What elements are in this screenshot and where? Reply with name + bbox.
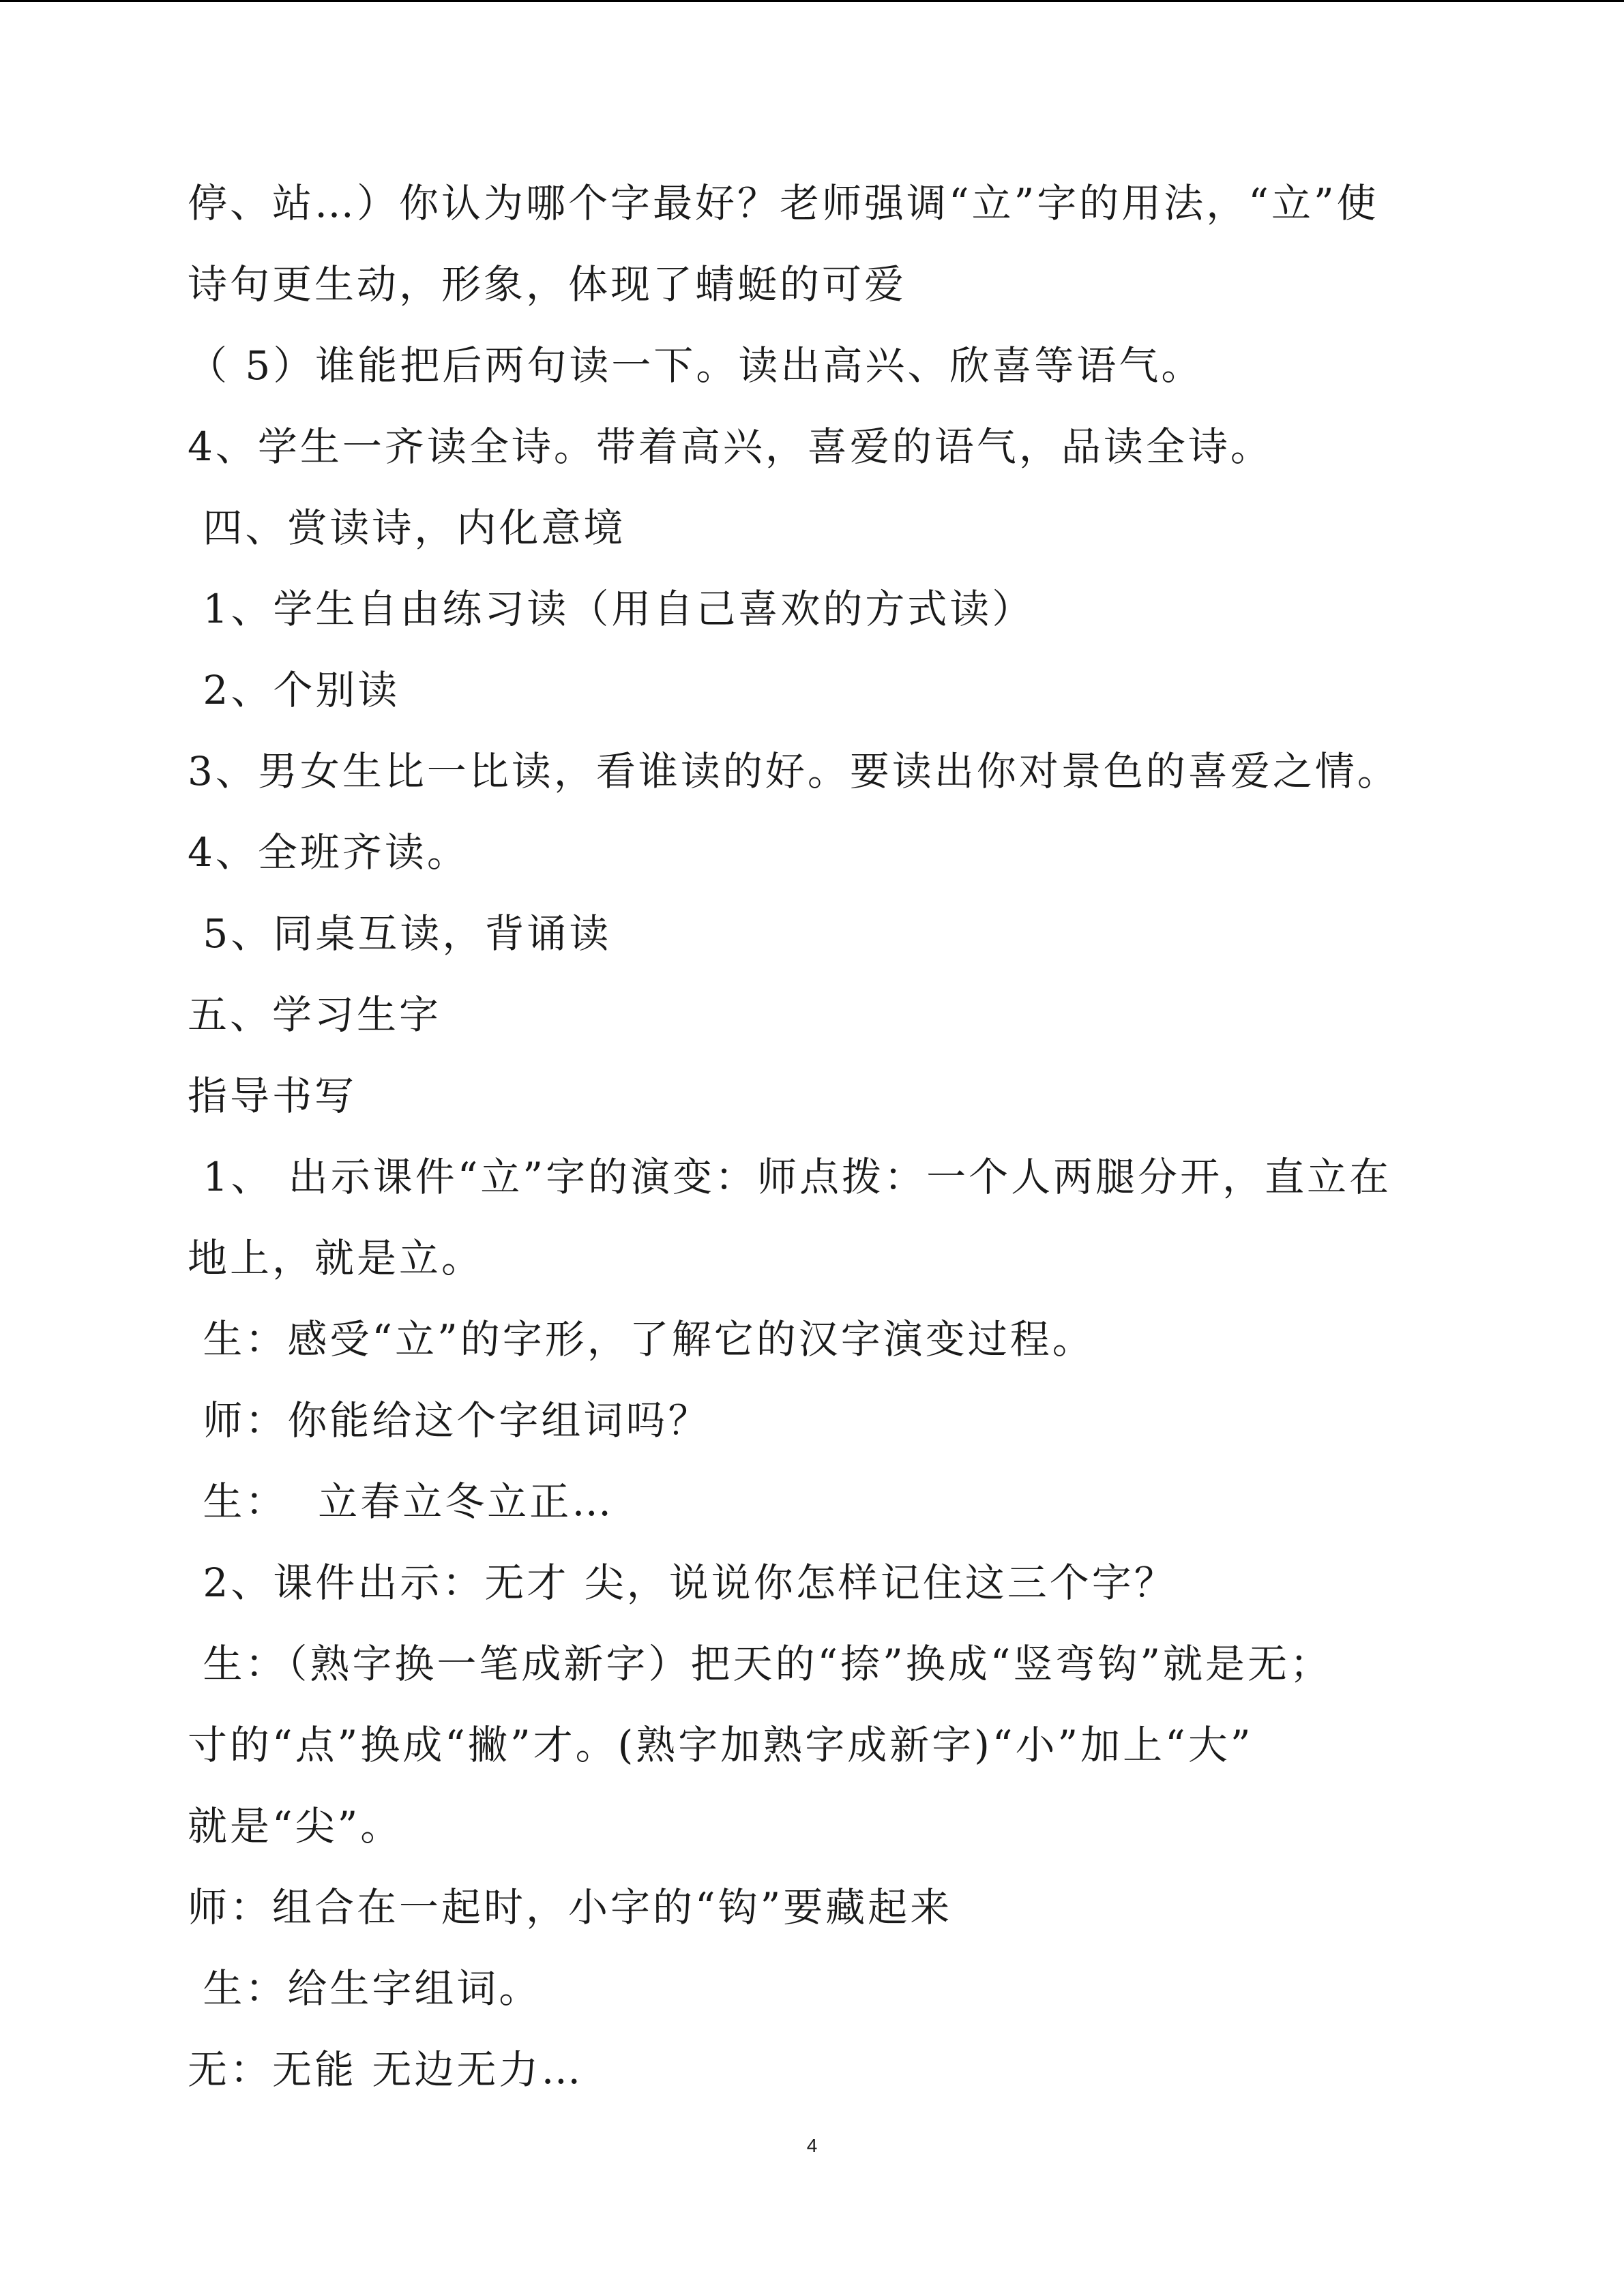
- text-line: 就是“尖”。: [188, 1803, 403, 1849]
- section-heading: 五、学习生字: [188, 992, 442, 1038]
- text-line: 生：给生字组词。: [188, 1965, 542, 2012]
- text-line: 生：（熟字换一笔成新字）把天的“捺”换成“竖弯钩”就是无；: [188, 1641, 1333, 1687]
- text-line: 5、同桌互读，背诵读: [188, 910, 612, 957]
- text-line: 无：无能 无边无力…: [188, 2046, 584, 2093]
- text-line: 生：感受“立”的字形，了解它的汉字演变过程。: [188, 1316, 1095, 1362]
- document-body: [188, 163, 1497, 2111]
- text-line: 指导书写: [188, 1073, 357, 1119]
- text-line: 师：你能给这个字组词吗？: [188, 1397, 711, 1444]
- text-line: 停、站…）你认为哪个字最好？老师强调“立”字的用法，“立”使: [188, 180, 1379, 226]
- text-line: 1、学生自由练习读（用自己喜欢的方式读）: [188, 586, 1035, 632]
- text-line: 4、全班齐读。: [188, 829, 469, 876]
- text-line: 生： 立春立冬立正…: [188, 1478, 615, 1525]
- text-line: 3、男女生比一比读，看谁读的好。要读出你对景色的喜爱之情。: [188, 748, 1400, 794]
- text-line: 师：组合在一起时，小字的“钩”要藏起来: [188, 1884, 953, 1930]
- text-line: 诗句更生动，形象，体现了蜻蜓的可爱: [188, 261, 907, 308]
- text-line: 4、学生一齐读全诗。带着高兴，喜爱的语气，品读全诗。: [188, 423, 1273, 470]
- section-heading: 四、赏读诗，内化意境: [188, 505, 626, 551]
- text-line: （ 5）谁能把后两句读一下。读出高兴、欣喜等语气。: [188, 342, 1204, 389]
- text-line: 地上，就是立。: [188, 1235, 484, 1281]
- text-line: 2、个别读: [188, 667, 400, 713]
- text-line: 寸的“点”换成“撇”才。(熟字加熟字成新字)“小”加上“大”: [188, 1722, 1254, 1768]
- page-number: 4: [806, 2135, 818, 2156]
- text-line: 2、课件出示：无才 尖，说说你怎样记住这三个字？: [188, 1560, 1177, 1606]
- text-line: 1、 出示课件“立”字的演变：师点拨：一个人两腿分开，直立在: [188, 1154, 1392, 1200]
